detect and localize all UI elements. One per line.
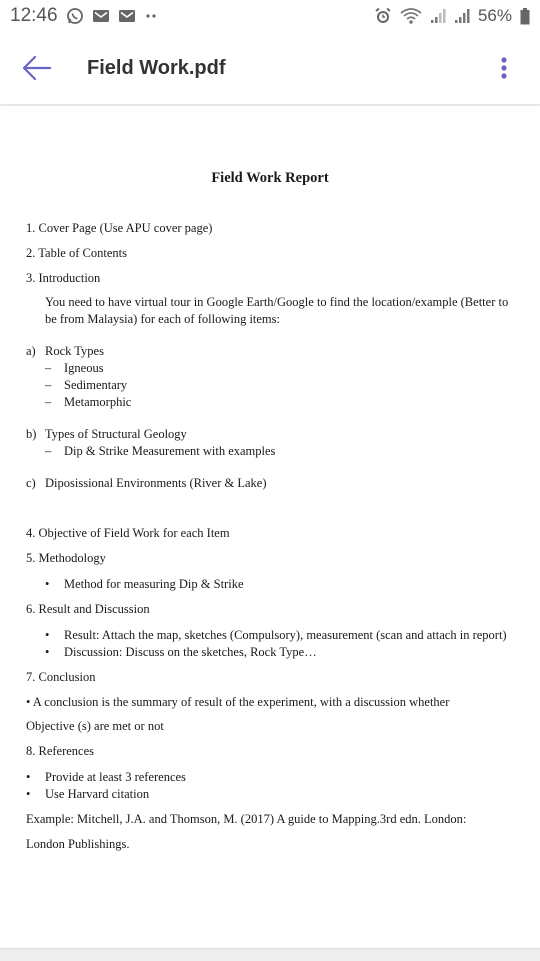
discussion-bullet: Discussion: Discuss on the sketches, Rock Type…	[64, 645, 317, 659]
back-button[interactable]	[9, 40, 65, 96]
result-bullet: Result: Attach the map, sketches (Compulsory), measurement (scan and attach in report)	[64, 628, 507, 642]
structural-geology-item: Dip & Strike Measurement with examples	[64, 444, 276, 458]
item-table-of-contents: 2. Table of Contents	[26, 246, 127, 260]
more-dots-icon	[144, 12, 160, 20]
rock-type-item: Sedimentary	[64, 378, 128, 392]
document-title: Field Work.pdf	[87, 56, 226, 79]
list-marker-c: c)	[26, 476, 36, 490]
app-bar	[0, 32, 540, 105]
structural-geology-label: Types of Structural Geology	[45, 427, 187, 441]
list-marker-b: b)	[26, 427, 37, 441]
rock-type-item: Igneous	[64, 361, 104, 375]
item-references: 8. References	[26, 744, 95, 758]
battery-icon	[520, 8, 530, 25]
signal-icon	[430, 8, 446, 24]
item-cover-page: 1. Cover Page (Use APU cover page)	[26, 221, 213, 235]
more-options-button[interactable]	[484, 40, 524, 96]
rock-types-label: Rock Types	[45, 344, 104, 358]
signal-icon	[454, 8, 470, 24]
dash-marker: –	[45, 361, 52, 375]
intro-text-line-2: be from Malaysia) for each of following items:	[45, 312, 280, 326]
bullet-marker: •	[26, 787, 31, 801]
item-conclusion: 7. Conclusion	[26, 670, 96, 684]
alarm-icon	[374, 7, 392, 25]
conclusion-line-1: • A conclusion is the summary of result of the experiment, with a discussion whether	[26, 695, 450, 709]
whatsapp-icon	[66, 7, 84, 25]
dash-marker: –	[45, 444, 52, 458]
gmail-icon	[118, 8, 136, 24]
page-bottom-edge	[0, 948, 540, 961]
example-line-1: Example: Mitchell, J.A. and Thomson, M. (2017) A guide to Mapping.3rd edn. London:	[26, 812, 467, 826]
bullet-marker: •	[45, 577, 50, 591]
item-objective: 4. Objective of Field Work for each Item	[26, 526, 230, 540]
references-bullet: Use Harvard citation	[45, 787, 150, 801]
item-introduction: 3. Introduction	[26, 271, 101, 285]
list-marker-a: a)	[26, 344, 36, 358]
status-bar	[0, 0, 540, 32]
example-line-2: London Publishings.	[26, 837, 130, 851]
item-result-discussion: 6. Result and Discussion	[26, 602, 150, 616]
rock-type-item: Metamorphic	[64, 395, 132, 409]
conclusion-line-2: Objective (s) are met or not	[26, 719, 164, 733]
item-methodology: 5. Methodology	[26, 551, 106, 565]
references-bullet: Provide at least 3 references	[45, 770, 186, 784]
dash-marker: –	[45, 395, 52, 409]
pdf-page[interactable]	[0, 106, 540, 948]
battery-percent: 56%	[477, 6, 512, 25]
more-vertical-icon	[500, 56, 508, 80]
bullet-marker: •	[45, 645, 50, 659]
methodology-bullet: Method for measuring Dip & Strike	[64, 577, 244, 591]
bullet-marker: •	[26, 770, 31, 784]
environments-label: Diposissional Environments (River & Lake)	[45, 476, 267, 490]
status-left	[10, 5, 160, 27]
status-right	[374, 6, 530, 26]
status-time: 12:46	[10, 5, 58, 26]
dash-marker: –	[45, 378, 52, 392]
report-title: Field Work Report	[211, 170, 329, 186]
gmail-icon	[92, 8, 110, 24]
wifi-icon	[400, 7, 422, 25]
intro-text-line-1: You need to have virtual tour in Google Earth/Google to find the location/example (Better to	[45, 295, 509, 309]
arrow-left-icon	[22, 55, 52, 81]
bullet-marker: •	[45, 628, 50, 642]
